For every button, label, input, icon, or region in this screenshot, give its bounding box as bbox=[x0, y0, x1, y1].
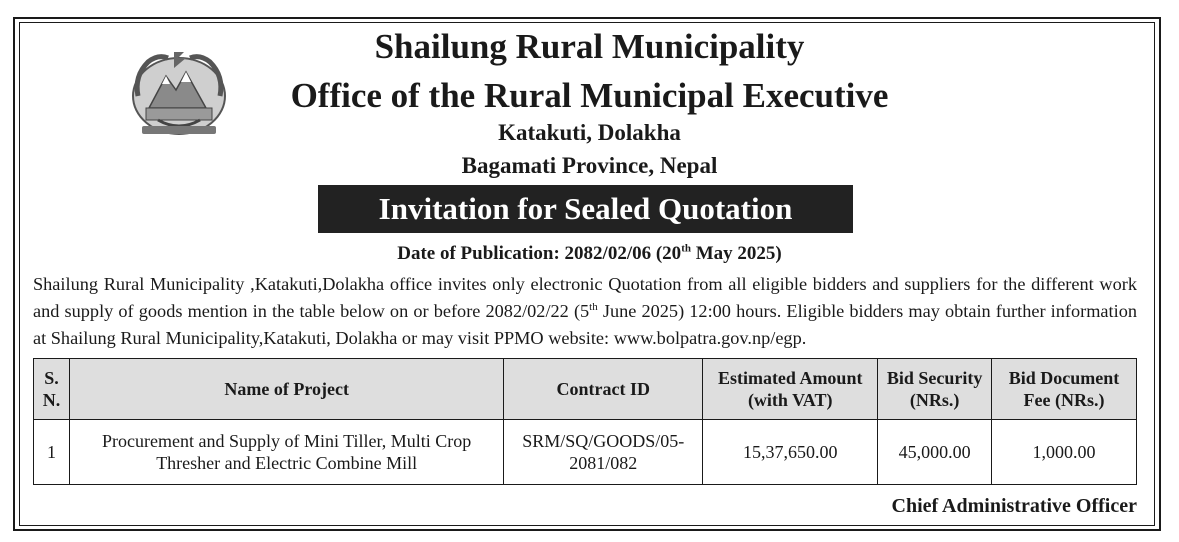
cell-project: Procurement and Supply of Mini Tiller, Multi Crop Thresher and Electric Combine Mill bbox=[69, 420, 503, 485]
cell-contract-id: SRM/SQ/GOODS/05- 2081/082 bbox=[504, 420, 703, 485]
notice-body bbox=[33, 271, 1137, 352]
table-row bbox=[34, 420, 1137, 485]
office-name: Office of the Rural Municipal Executive bbox=[290, 76, 889, 115]
publication-date bbox=[0, 242, 1179, 266]
municipality-name: Shailung Rural Municipality bbox=[374, 27, 805, 66]
header-bid-document-fee: Bid Document Fee (NRs.) bbox=[992, 359, 1137, 420]
header-bid-security: Bid Security (NRs.) bbox=[878, 359, 992, 420]
cell-sn: 1 bbox=[34, 420, 70, 485]
header-project: Name of Project bbox=[69, 359, 503, 420]
header-sn: S. N. bbox=[34, 359, 70, 420]
publication-date-prefix: Date of Publication: 2082/02/06 (20 bbox=[397, 243, 682, 264]
cell-estimated-amount: 15,37,650.00 bbox=[703, 420, 878, 485]
address-line-2: Bagamati Province, Nepal bbox=[461, 153, 718, 178]
cell-bid-document-fee: 1,000.00 bbox=[992, 420, 1137, 485]
publication-date-suffix: May 2025) bbox=[690, 243, 782, 264]
cell-bid-security: 45,000.00 bbox=[878, 420, 992, 485]
table-header-row bbox=[34, 359, 1137, 420]
publication-date-suffix-sup: th bbox=[681, 242, 691, 255]
notice-text-part2: June 2025) 12:00 hours. Eligible bidders may obtain further information at Shailung Rural Municipality,Katakuti, Dolakha or may visit PPMO website: www.bolpatra.gov.np/egp. bbox=[33, 301, 1137, 348]
header-estimated-amount: Estimated Amount (with VAT) bbox=[703, 359, 878, 420]
signatory-title: Chief Administrative Officer bbox=[891, 495, 1137, 517]
header-contract-id: Contract ID bbox=[504, 359, 703, 420]
address-line-1: Katakuti, Dolakha bbox=[498, 120, 681, 145]
quotation-table bbox=[33, 358, 1137, 485]
notice-text-sup: th bbox=[589, 300, 598, 313]
notice-title-banner: Invitation for Sealed Quotation bbox=[318, 185, 853, 233]
notice-text-part1: Shailung Rural Municipality ,Katakuti,Dolakha office invites only electronic Quotation from all eligible bidders and suppliers for the different work and supply of goods mention in the table below on or before 2082/02/22 (5 bbox=[33, 274, 1137, 321]
